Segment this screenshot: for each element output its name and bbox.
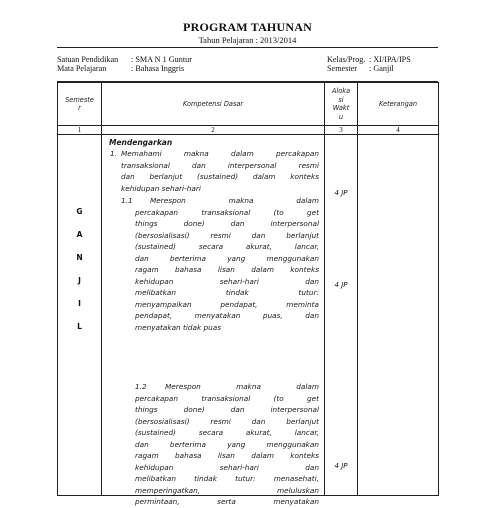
col-number: 1 (58, 126, 102, 135)
section-heading: Mendengarkan (109, 138, 173, 147)
school-value: : SMA N 1 Guntur (131, 55, 192, 64)
class-row (327, 55, 411, 64)
semester-letters: G A N J I L (76, 207, 83, 331)
kd11-first-line: Merespon makna dalam (150, 196, 319, 205)
allocation-value: 4 JP (334, 462, 348, 470)
header-alokasi-waktu: Aloka si Wakt u (325, 83, 358, 126)
table-number-row (58, 126, 439, 135)
class-value: : XI/IPA/IPS (369, 55, 411, 64)
subject-row (57, 64, 184, 73)
header-semester: Semeste r (58, 83, 102, 126)
kd12-number: 1.2 (135, 382, 147, 391)
col-number: 3 (325, 126, 358, 135)
kd12-first-line: Merespon makna dalam (165, 382, 319, 391)
semester-row (327, 64, 394, 73)
table-header-row (58, 83, 439, 126)
table-row (58, 135, 439, 496)
keterangan-cell (358, 135, 439, 496)
kd1-text: Memahami makna dalam percakapan transaksional dan interpersonal resmi dan berlanjut (sustained) dalam konteks kehidupan sehari-hari (121, 149, 319, 193)
school-label: Satuan Pendidikan (57, 55, 119, 64)
semester-value: : Ganjil (369, 64, 394, 73)
allocation-value: 4 JP (334, 189, 348, 197)
subject-value: : Bahasa Inggris (131, 64, 185, 73)
col-number: 2 (102, 126, 325, 135)
subject-label: Mata Pelajaran (57, 64, 107, 73)
semester-label: Semester (327, 64, 358, 73)
program-table (57, 82, 439, 507)
header-rule-top (57, 47, 438, 48)
kompetensi-dasar-cell (102, 135, 325, 507)
document-subtitle: Tahun Pelajaran : 2013/2014 (198, 35, 297, 45)
kd11-number: 1.1 (121, 196, 133, 205)
header-kompetensi-dasar: Kompetensi Dasar (102, 83, 325, 126)
kd11-text: percakapan transaksional (to get things done) dan interpersonal (bersosialisasi) resmi dan berlanjut (sustained) secara akurat, lancar, dan berterima yang menggunakan ragam bahasa lisan dalam konteks kehidupan sehari-hari dan melibatkan tindak tutur: menyampaikan pendapat, meminta pendapat, menyatakan puas, dan menyatakan tidak puas (135, 207, 319, 332)
document-title: PROGRAM TAHUNAN (183, 20, 312, 34)
kd12-text: percakapan transaksional (to get things done) dan interpersonal (bersosialisasi) resmi dan berlanjut (sustained) secara akurat, lancar, dan berterima yang menggunakan ragam bahasa lisan dalam konteks kehidupan sehari-hari dan melibatkan tindak tutur: menasehati, memperingatkan, meluluskan permintaan, serta menyatakan (135, 393, 319, 507)
class-label: Kelas/Prog. (327, 55, 366, 64)
alokasi-waktu-cell (325, 135, 358, 496)
semester-cell (58, 135, 102, 496)
allocation-value: 4 JP (334, 281, 348, 289)
header-keterangan: Keterangan (358, 83, 439, 126)
kd1-number: 1. (110, 149, 117, 158)
col-number: 4 (358, 126, 439, 135)
school-row (57, 55, 192, 64)
